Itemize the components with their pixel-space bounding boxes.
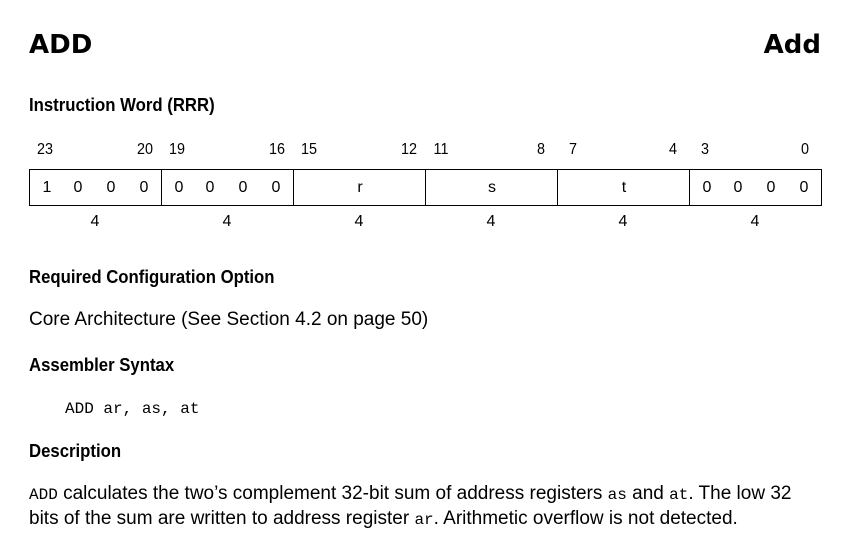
field-width: 4 xyxy=(354,213,364,230)
bit-cell: 0 xyxy=(73,179,83,196)
assembler-syntax-code: ADD ar, as, at xyxy=(65,400,200,418)
bit-cell: 0 xyxy=(799,179,809,196)
instruction-format-table xyxy=(29,169,822,206)
bit-number: 7 xyxy=(568,141,578,158)
bit-number: 15 xyxy=(300,141,318,158)
field-width: 4 xyxy=(90,213,100,230)
bit-number: 3 xyxy=(700,141,710,158)
field-label-r: r xyxy=(357,179,363,196)
field-width: 4 xyxy=(618,213,628,230)
field-r xyxy=(294,170,426,205)
bit-cell: 0 xyxy=(174,179,184,196)
bit-cell: 0 xyxy=(733,179,743,196)
code-at: at xyxy=(669,486,689,504)
instruction-name: Add xyxy=(763,30,821,60)
bit-cell: 0 xyxy=(238,179,248,196)
bit-cell: 0 xyxy=(271,179,281,196)
description-fragment: . Arithmetic overflow is not detected. xyxy=(433,508,738,529)
bit-number: 0 xyxy=(800,141,810,158)
field-width: 4 xyxy=(222,213,232,230)
bit-cell: 1 xyxy=(42,179,52,196)
instruction-word-heading: Instruction Word (RRR) xyxy=(29,95,215,115)
field-op2 xyxy=(690,170,821,205)
bit-number: 20 xyxy=(136,141,154,158)
field-width: 4 xyxy=(486,213,496,230)
description-text xyxy=(29,482,819,532)
bit-cell: 0 xyxy=(766,179,776,196)
code-as: as xyxy=(607,486,627,504)
description-fragment: and xyxy=(626,483,670,504)
field-op1 xyxy=(162,170,294,205)
bit-number: 4 xyxy=(668,141,678,158)
config-heading: Required Configuration Option xyxy=(29,267,275,287)
bit-number: 19 xyxy=(168,141,186,158)
bit-cell: 0 xyxy=(702,179,712,196)
code-add: ADD xyxy=(29,486,58,504)
syntax-heading: Assembler Syntax xyxy=(29,355,175,375)
bit-number: 11 xyxy=(433,141,449,158)
bit-number: 16 xyxy=(268,141,286,158)
bit-cell: 0 xyxy=(205,179,215,196)
field-t xyxy=(558,170,690,205)
field-label-s: s xyxy=(488,179,496,196)
description-heading: Description xyxy=(29,441,122,461)
bit-cell: 0 xyxy=(139,179,149,196)
instruction-mnemonic: ADD xyxy=(29,30,93,60)
field-s xyxy=(426,170,558,205)
field-label-t: t xyxy=(621,179,627,196)
bit-cell: 0 xyxy=(106,179,116,196)
code-ar: ar xyxy=(414,511,434,529)
bit-number: 23 xyxy=(36,141,54,158)
field-op0 xyxy=(30,170,162,205)
bit-number: 12 xyxy=(400,141,418,158)
bit-number: 8 xyxy=(536,141,546,158)
description-fragment: . The low 32 bits of the sum are written to address register xyxy=(29,483,792,529)
description-fragment: calculates the two’s complement 32-bit sum of address registers xyxy=(57,483,608,504)
field-width: 4 xyxy=(750,213,760,230)
config-text: Core Architecture (See Section 4.2 on page 50) xyxy=(29,309,429,330)
